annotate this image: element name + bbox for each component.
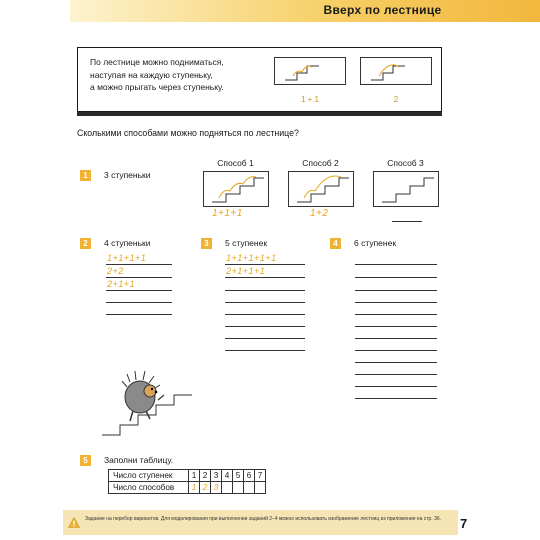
warning-icon	[68, 517, 80, 528]
staircase-icon	[361, 58, 431, 84]
task-1-label: 3 ступеньки	[104, 170, 151, 180]
staircase-icon	[275, 58, 345, 84]
task-2-answer-3: 2+1+1	[107, 279, 136, 289]
intro-box	[77, 47, 442, 112]
task-3-line	[225, 290, 305, 291]
method-1-title: Способ 1	[217, 158, 254, 168]
task-2-number: 2	[80, 238, 91, 249]
method-3-title: Способ 3	[387, 158, 424, 168]
row-header-ways: Число способов	[109, 482, 189, 494]
method-3-answer-line	[392, 221, 422, 222]
intro-line-1: По лестнице можно подниматься,	[90, 57, 224, 67]
table-cell-input[interactable]: 3	[211, 482, 222, 494]
task-3-line	[225, 314, 305, 315]
task-4-line	[355, 374, 437, 375]
table-cell-input[interactable]: 2	[200, 482, 211, 494]
main-question: Сколькими способами можно подняться по лестнице?	[77, 128, 299, 138]
method-2-title: Способ 2	[302, 158, 339, 168]
task-3-line	[225, 264, 305, 265]
task-2-line	[106, 290, 172, 291]
table-cell: 7	[255, 470, 266, 482]
task-2-line	[106, 302, 172, 303]
table-cell: 3	[211, 470, 222, 482]
method-2-answer: 1+2	[310, 208, 329, 219]
example-1-label: 1 + 1	[300, 95, 319, 104]
table-cell-input[interactable]	[255, 482, 266, 494]
method-1-frame	[203, 171, 269, 207]
task-2-answer-2: 2+2	[107, 266, 124, 276]
task-3-label: 5 ступенек	[225, 238, 268, 248]
task-1-number: 1	[80, 170, 91, 181]
task-4-line	[355, 338, 437, 339]
task-2-line	[106, 264, 172, 265]
table-cell-input[interactable]	[233, 482, 244, 494]
task-4-label: 6 ступенек	[354, 238, 397, 248]
task-3-line	[225, 326, 305, 327]
task-3-answer-1: 1+1+1+1+1	[226, 253, 277, 263]
task-5-number: 5	[80, 455, 91, 466]
task-3-line	[225, 277, 305, 278]
table-cell-input[interactable]	[244, 482, 255, 494]
task-4-line	[355, 290, 437, 291]
task-4-line	[355, 398, 437, 399]
task-4-line	[355, 362, 437, 363]
task-3-line	[225, 302, 305, 303]
task-5-label: Заполни таблицу.	[104, 455, 174, 465]
method-1-answer: 1+1+1	[212, 208, 243, 219]
method-2-frame	[288, 171, 354, 207]
table-cell-input[interactable]: 1	[189, 482, 200, 494]
table-cell-input[interactable]	[222, 482, 233, 494]
table-cell: 1	[189, 470, 200, 482]
task-4-line	[355, 386, 437, 387]
table-row	[109, 482, 266, 494]
task-4-line	[355, 302, 437, 303]
intro-box-shadow	[77, 112, 442, 116]
task-2-answer-1: 1+1+1+1	[107, 253, 147, 263]
intro-line-3: а можно прыгать через ступеньку.	[90, 82, 224, 92]
hedgehog-on-stairs-illustration	[100, 355, 210, 440]
steps-ways-table	[108, 469, 266, 494]
page-number: 7	[460, 516, 468, 531]
task-4-line	[355, 277, 437, 278]
table-cell: 2	[200, 470, 211, 482]
task-4-line	[355, 264, 437, 265]
method-3-frame	[373, 171, 439, 207]
intro-text	[90, 56, 270, 94]
page-title: Вверх по лестнице	[323, 3, 442, 17]
task-4-line	[355, 350, 437, 351]
table-cell: 5	[233, 470, 244, 482]
table-cell: 4	[222, 470, 233, 482]
row-header-steps: Число ступенек	[109, 470, 189, 482]
task-2-line	[106, 314, 172, 315]
footer-note	[63, 510, 458, 535]
footer-text: Задание на перебор вариантов. Для моделирования при выполнении заданий 2–4 можно использовать изображение лестниц из приложения на стр. 36.	[85, 516, 442, 522]
example-staircase-step-by-step	[274, 57, 346, 85]
table-row	[109, 470, 266, 482]
task-2-line	[106, 277, 172, 278]
staircase-icon	[374, 172, 438, 206]
task-3-line	[225, 338, 305, 339]
task-4-line	[355, 326, 437, 327]
example-2-label: 2	[393, 95, 399, 104]
task-3-answer-2: 2+1+1+1	[226, 266, 266, 276]
task-4-number: 4	[330, 238, 341, 249]
table-cell: 6	[244, 470, 255, 482]
example-staircase-jump	[360, 57, 432, 85]
staircase-icon	[289, 172, 353, 206]
task-2-label: 4 ступеньки	[104, 238, 151, 248]
intro-line-2: наступая на каждую ступеньку,	[90, 69, 213, 80]
task-4-line	[355, 314, 437, 315]
task-3-number: 3	[201, 238, 212, 249]
staircase-icon	[204, 172, 268, 206]
task-3-line	[225, 350, 305, 351]
